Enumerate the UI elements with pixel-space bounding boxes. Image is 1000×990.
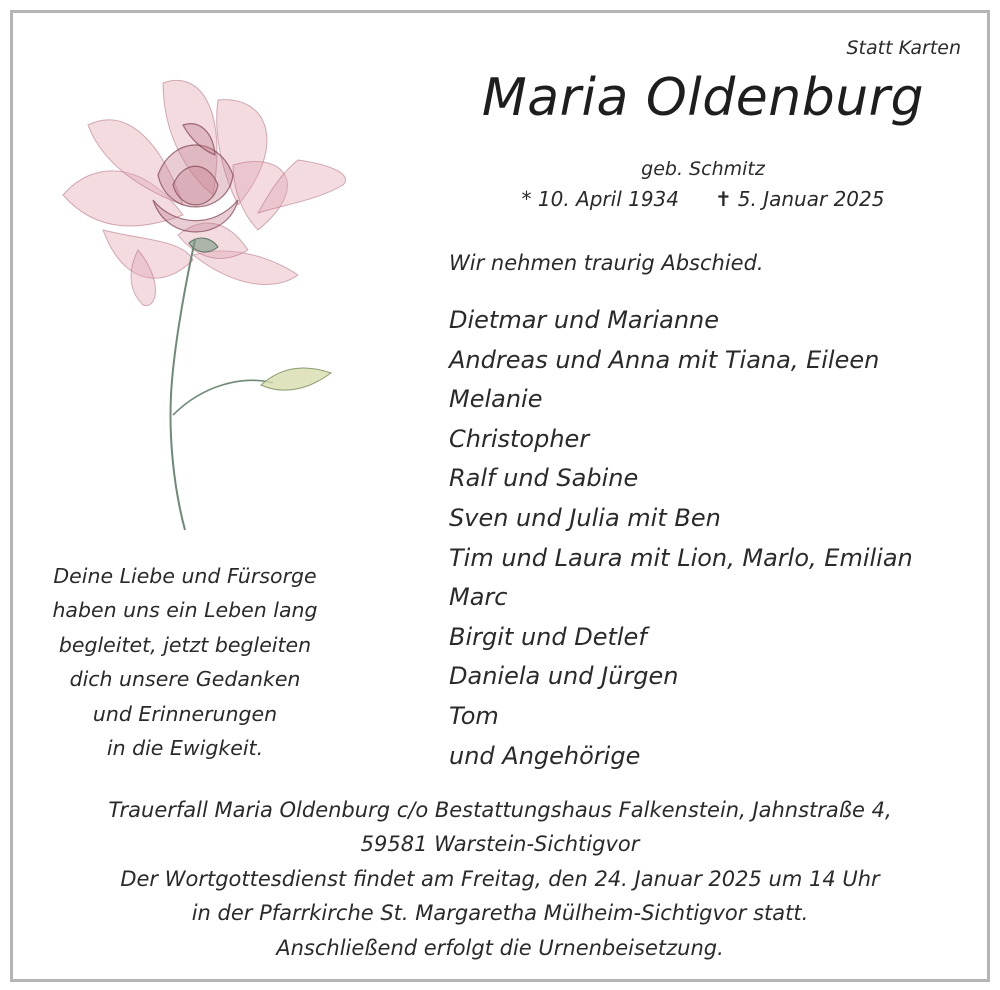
mourner-entry: Dietmar und Marianne bbox=[449, 306, 720, 334]
farewell-text: Wir nehmen traurig Abschied. bbox=[449, 251, 764, 275]
memorial-quote bbox=[35, 559, 335, 765]
quote-line: dich unsere Gedanken bbox=[69, 667, 301, 692]
quote-line: haben uns ein Leben lang bbox=[52, 598, 318, 623]
footer-line: Der Wortgottesdienst findet am Freitag, den 24. Januar 2025 um 14 Uhr bbox=[120, 866, 880, 891]
rose-flower-illustration bbox=[43, 65, 363, 535]
statt-karten-label: Statt Karten bbox=[846, 37, 961, 59]
mourner-entry: und Angehörige bbox=[449, 741, 641, 770]
birth-date: * 10. April 1934 bbox=[521, 187, 680, 211]
cross-icon: ✝ bbox=[715, 187, 732, 211]
footer-line: Trauerfall Maria Oldenburg c/o Bestattungshaus Falkenstein, Jahnstraße 4, bbox=[108, 798, 892, 822]
mourner-entry: Christopher bbox=[449, 424, 590, 453]
mourner-entry: Marc bbox=[449, 583, 508, 612]
birth-name: geb. Schmitz bbox=[641, 158, 765, 180]
mourners-list bbox=[449, 301, 913, 776]
mourner-entry: Melanie bbox=[449, 385, 543, 414]
mourner-entry: Daniela und Jürgen bbox=[449, 662, 679, 691]
quote-line: Deine Liebe und Fürsorge bbox=[53, 564, 317, 588]
quote-line: in die Ewigkeit. bbox=[106, 736, 264, 761]
deceased-name: Maria Oldenburg bbox=[481, 68, 925, 128]
quote-line: und Erinnerungen bbox=[92, 701, 278, 726]
footer-line: Anschließend erfolgt die Urnenbeisetzung. bbox=[276, 935, 724, 960]
mourner-entry: Ralf und Sabine bbox=[449, 464, 639, 493]
footer-line: 59581 Warstein-Sichtigvor bbox=[360, 832, 640, 857]
death-date-group bbox=[715, 187, 884, 211]
mourner-entry: Sven und Julia mit Ben bbox=[449, 503, 721, 532]
mourner-entry: Andreas und Anna mit Tiana, Eileen bbox=[449, 345, 880, 374]
obituary-frame bbox=[10, 10, 990, 982]
life-dates bbox=[493, 187, 913, 211]
death-date: 5. Januar 2025 bbox=[737, 187, 885, 211]
funeral-info bbox=[13, 793, 987, 965]
quote-line: begleitet, jetzt begleiten bbox=[58, 632, 312, 657]
footer-line: in der Pfarrkirche St. Margaretha Mülheim-Sichtigvor statt. bbox=[191, 901, 809, 926]
mourner-entry: Tom bbox=[449, 701, 499, 730]
mourner-entry: Tim und Laura mit Lion, Marlo, Emilian bbox=[449, 543, 913, 572]
mourner-entry: Birgit und Detlef bbox=[449, 622, 647, 651]
